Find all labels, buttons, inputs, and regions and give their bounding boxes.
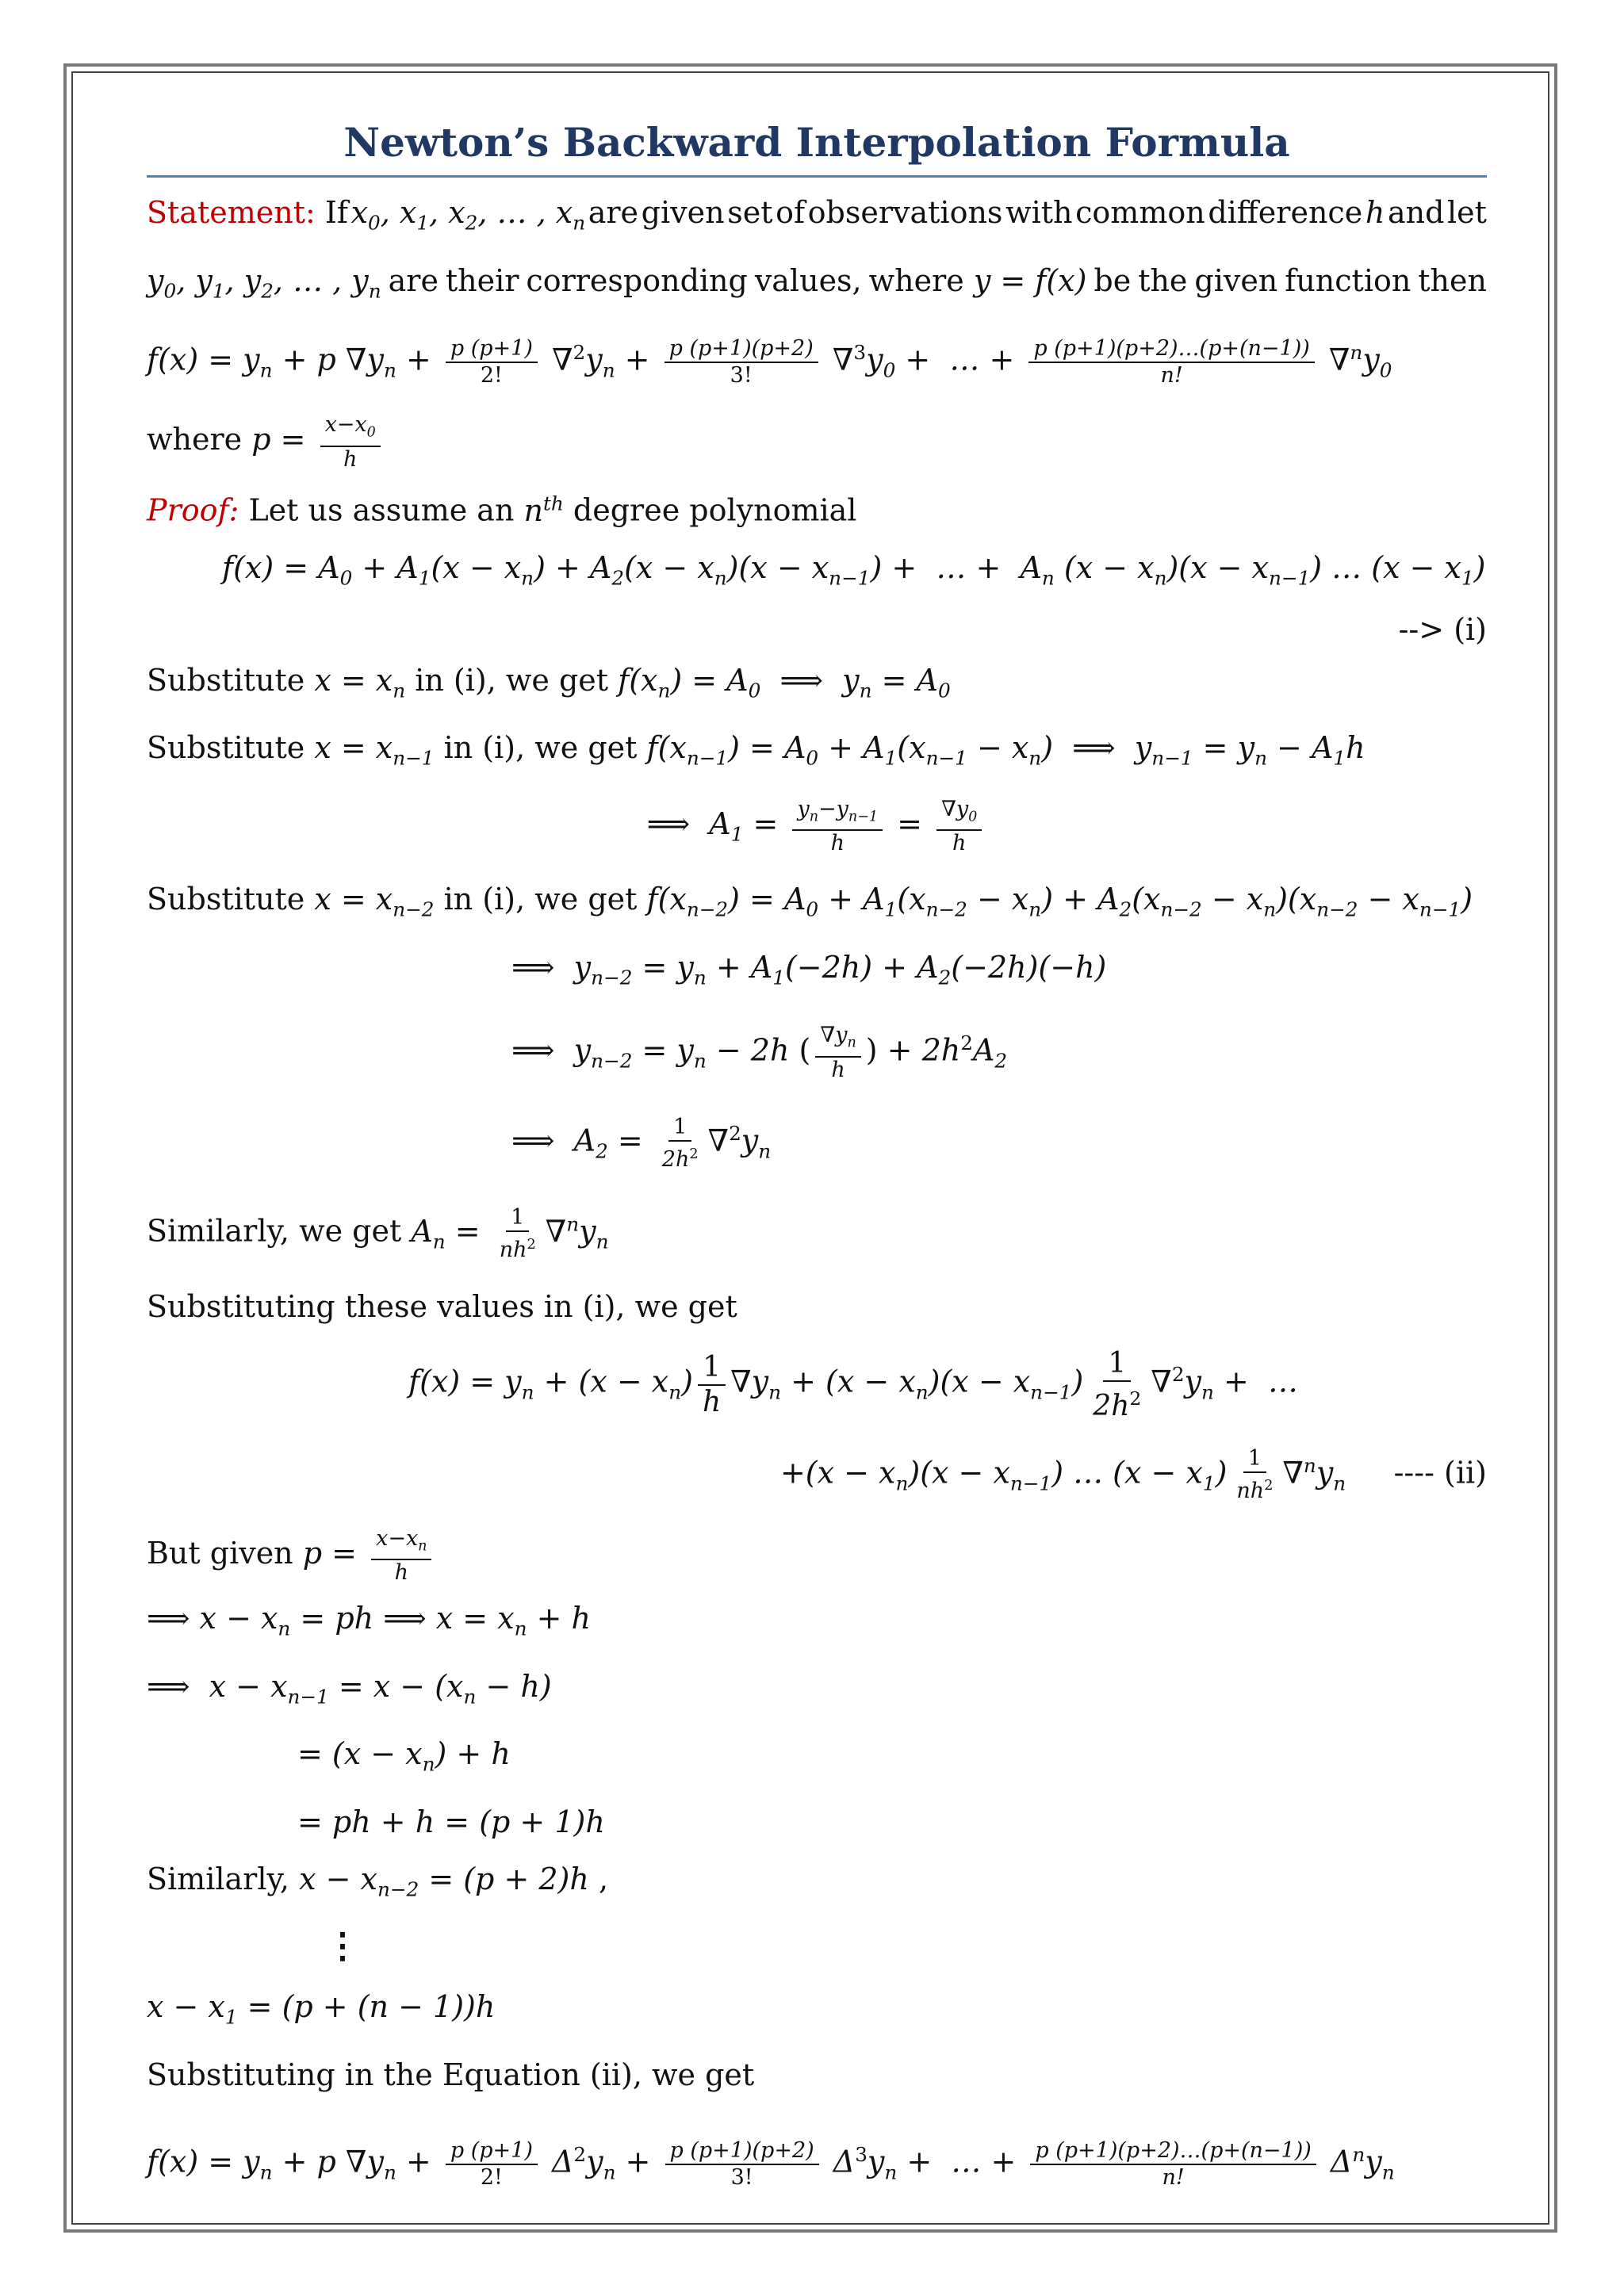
substituting-equation-ii: Substituting in the Equation (ii), we get <box>147 2057 755 2092</box>
statement-line-2: $y_0$, $y_1$, $y_2$, … , $y_n$ are their corresponding values, where y = f(x) be the given function then <box>147 262 1487 303</box>
similarly-an: Similarly, we get $A_n$ = $\frac{1}{nh^2}$ $\nabla^ny_n$ <box>147 1204 609 1262</box>
statement-line-1: Statement: If $x_0$, $x_1$, $x_2$, … , $x_n$ are given set of observations with common difference h and let <box>147 195 1487 235</box>
equation-i-tag: --> (i) <box>1398 611 1487 647</box>
given-1: ⟹ $x - x_n$ = ph ⟹ $x = x_n + h$ <box>147 1600 592 1640</box>
document-page <box>147 119 1487 2216</box>
substituting-values: Substituting these values in (i), we get <box>147 1289 737 1325</box>
given-3: = $(x - x_n) + h$ <box>297 1736 511 1776</box>
equation-ii-a: $f(x) = y_n + (x - x_n)$ $\frac{1}{h}$ $\nabla y_n + (x - x_n)(x - x_{n-1})$ $\frac{1}{2h^2}$ $\nabla^2y_n$ + … <box>408 1346 1298 1422</box>
vertical-ellipsis: ⋮ <box>325 1926 360 1967</box>
given-4: = ph + h = (p + 1)h <box>297 1804 605 1839</box>
a1-result: ⟹ $A_1$ = $\frac{y_n-y_{n-1}}{h}$ = $\frac{\nabla y_0}{h}$ <box>147 787 1487 871</box>
given-5: Similarly, $x - x_{n-2} = (p + 2)h$ , <box>147 1861 609 1901</box>
equation-i: $f(x) = A_0 + A_1(x - x_n) + A_2(x - x_n)(x - x_{n-1})$ + … + $A_n$ $(x - x_n)(x - x_{n-1})$ … $(x - x_1)$ <box>222 550 1486 590</box>
given-6: $x - x_1 = (p + (n - 1))h$ <box>147 1989 496 2029</box>
equation-ii-b: $+(x - x_n)(x - x_{n-1})$ … $(x - x_1)$ $\frac{1}{nh^2}$ $\nabla^ny_n$ ---- (ii) <box>779 1446 1487 1504</box>
substitute-2: Substitute $x = x_{n-1}$ in (i), we get $f(x_{n-1}) = A_0 + A_1(x_{n-1} - x_n)$ ⟹ $y_{n-1} = y_n - A_1h$ <box>147 730 1365 770</box>
proof-intro: Proof: Let us assume an $n^{th}$ degree polynomial <box>147 492 857 529</box>
statement-formula: $f(x) = y_n + p$ $\nabla y_n$ + $\frac{p (p+1)}{2!}$ $\nabla^2y_n$ + $\frac{p (p+1)(p+2)}{3!}$ $\nabla^3y_0$ + … + $\frac{p (p+1)(p+2)\dots(p+(n-1))}{n!}$ $\nabla^ny_0$ <box>147 336 1392 388</box>
statement-where: where p = $\frac{x-x_0}{h}$ <box>147 404 1487 475</box>
equation-ii-tag: ---- (ii) <box>1393 1455 1487 1490</box>
page-title: Newton’s Backward Interpolation Formula <box>147 119 1487 178</box>
step-3b: ⟹ $y_{n-2} = y_n - 2h$ ( $\frac{\nabla y_n}{h}$ ) + $2h^2A_2$ <box>511 1023 1008 1082</box>
but-given: But given p = $\frac{x-x_n}{h}$ <box>147 1517 1487 1590</box>
substitute-3: Substitute $x = x_{n-2}$ in (i), we get $f(x_{n-2}) = A_0 + A_1(x_{n-2} - x_n) + A_2(x_{n-2} - x_n)(x_{n-2} - x_{n-1})$ <box>147 882 1473 922</box>
proof-label: Proof: <box>147 493 239 529</box>
final-formula: $f(x) = y_n + p$ $\nabla y_n$ + $\frac{p (p+1)}{2!}$ $\Delta^2y_n$ + $\frac{p (p+1)(p+2)}{3!}$ $\Delta^3y_n$ + … + $\frac{p (p+1)(p+2)\dots(p+(n-1))}{n!}$ $\Delta^ny_n$ <box>147 2138 1395 2191</box>
step-3a: ⟹ $y_{n-2} = y_n + A_1(-2h) + A_2(-2h)(-h)$ <box>511 950 1107 989</box>
statement-label: Statement: <box>147 195 316 230</box>
substitute-1: Substitute $x = x_n$ in (i), we get $f(x_n) = A_0$ ⟹ $y_n = A_0$ <box>147 662 951 702</box>
given-2: ⟹ $x - x_{n-1} = x - (x_n - h)$ <box>147 1668 552 1709</box>
step-3c: ⟹ $A_2$ = $\frac{1}{2h^2}$ $\nabla^2y_n$ <box>511 1114 772 1172</box>
